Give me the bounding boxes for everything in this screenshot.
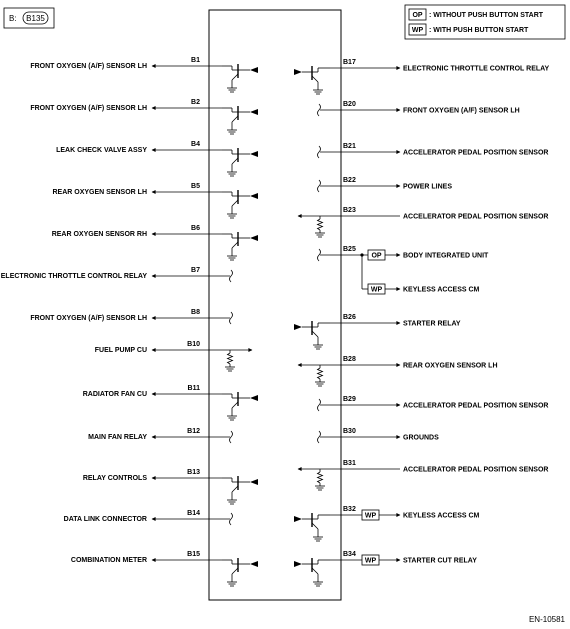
right-pin-label: ACCELERATOR PEDAL POSITION SENSOR [403,402,549,410]
left-pin-number: B15 [187,551,200,558]
right-pin-number: B30 [343,428,356,435]
legend-wp-tag: WP [411,27,424,34]
right-pin-label: KEYLESS ACCESS CM [403,512,480,520]
right-pin-b25 [318,246,490,294]
left-pin-b1 [30,57,258,92]
right-pin-number: B29 [343,396,356,403]
left-pin-label: MAIN FAN RELAY [88,434,147,441]
left-pin-number: B7 [191,267,200,274]
right-pin-b30 [318,428,440,443]
right-pin-number: B34 [343,551,356,558]
right-pin-b29 [318,396,549,411]
ecm-body [209,10,341,600]
right-pin-number: B32 [343,506,356,513]
right-pin-b23 [298,207,548,237]
right-pin-group [294,59,550,586]
legend [405,5,565,39]
left-pin-b6 [52,225,258,260]
right-pin-label: BODY INTEGRATED UNIT [403,252,489,260]
right-pin-b31 [298,460,548,490]
left-pin-label: RELAY CONTROLS [82,475,147,482]
left-pin-number: B2 [191,99,200,106]
right-pin-number: B31 [343,460,356,467]
right-pin-b28 [298,356,498,386]
left-pin-b11 [83,385,258,420]
right-pin-b22 [318,177,453,192]
left-pin-label: RADIATOR FAN CU [82,391,147,398]
right-pin-number: B26 [343,314,356,321]
left-pin-b7 [1,267,233,282]
left-pin-number: B5 [191,183,200,190]
left-pin-label: FUEL PUMP CU [94,347,147,354]
left-pin-number: B10 [187,341,200,348]
left-pin-number: B4 [191,141,200,148]
left-pin-b13 [83,469,258,504]
left-pin-b2 [30,99,258,134]
right-pin-b21 [318,143,549,158]
right-pin-number: B17 [343,59,356,66]
right-pin-number: B20 [343,101,356,108]
right-pin-label: POWER LINES [403,183,453,191]
left-pin-number: B6 [191,225,200,232]
left-pin-b5 [52,183,258,218]
left-pin-number: B8 [191,309,200,316]
right-pin-label: GROUNDS [403,434,439,442]
left-pin-label: FRONT OXYGEN (A/F) SENSOR LH [30,315,147,322]
right-pin-b32 [294,506,480,541]
legend-op-text: : WITHOUT PUSH BUTTON START [429,12,544,19]
left-pin-number: B1 [191,57,200,64]
left-pin-b12 [88,428,232,443]
figure-code: EN-10581 [528,615,565,624]
left-pin-number: B13 [187,469,200,476]
connector-id: B135 [26,14,45,23]
right-pin-number: B25 [343,246,356,253]
left-pin-label: LEAK CHECK VALVE ASSY [56,147,147,154]
right-pin-label: ACCELERATOR PEDAL POSITION SENSOR [403,149,549,157]
left-pin-b4 [56,141,258,176]
right-pin-label: ACCELERATOR PEDAL POSITION SENSOR [403,466,549,474]
left-pin-b15 [71,551,258,586]
left-pin-label: ELECTRONIC THROTTLE CONTROL RELAY [0,273,147,280]
right-tag: WP [364,557,377,565]
legend-wp-text: : WITH PUSH BUTTON START [429,27,529,34]
right-pin-number: B21 [343,143,356,150]
right-pin-label: STARTER RELAY [403,320,461,328]
left-pin-label: FRONT OXYGEN (A/F) SENSOR LH [30,63,147,70]
right-branch-tag: WP [370,286,383,294]
right-pin-label: ACCELERATOR PEDAL POSITION SENSOR [403,213,549,221]
right-pin-label: STARTER CUT RELAY [403,557,477,565]
left-pin-number: B14 [187,510,200,517]
left-pin-b8 [30,309,232,324]
left-pin-label: REAR OXYGEN SENSOR RH [51,231,147,238]
right-pin-b20 [318,101,520,116]
left-pin-number: B12 [187,428,200,435]
legend-op-tag: OP [412,12,423,19]
right-pin-label: REAR OXYGEN SENSOR LH [403,362,498,370]
left-pin-b14 [64,510,233,525]
connector-id-box [4,8,54,28]
left-pin-b10 [95,341,252,371]
right-branch-label: KEYLESS ACCESS CM [403,286,480,294]
connector-prefix: B: [9,14,17,23]
right-pin-label: FRONT OXYGEN (A/F) SENSOR LH [403,107,520,115]
right-pin-b26 [294,314,461,349]
right-pin-b34 [294,551,477,586]
right-pin-label: ELECTRONIC THROTTLE CONTROL RELAY [403,65,550,73]
right-pin-b17 [294,59,550,94]
right-pin-number: B23 [343,207,356,214]
right-tag: WP [364,512,377,520]
left-pin-label: FRONT OXYGEN (A/F) SENSOR LH [30,105,147,112]
right-pin-number: B28 [343,356,356,363]
left-pin-group [1,57,258,586]
right-tag: OP [371,252,382,260]
left-pin-label: COMBINATION METER [70,557,147,564]
left-pin-number: B11 [187,385,200,392]
left-pin-label: DATA LINK CONNECTOR [63,516,147,523]
left-pin-label: REAR OXYGEN SENSOR LH [52,189,147,196]
right-pin-number: B22 [343,177,356,184]
